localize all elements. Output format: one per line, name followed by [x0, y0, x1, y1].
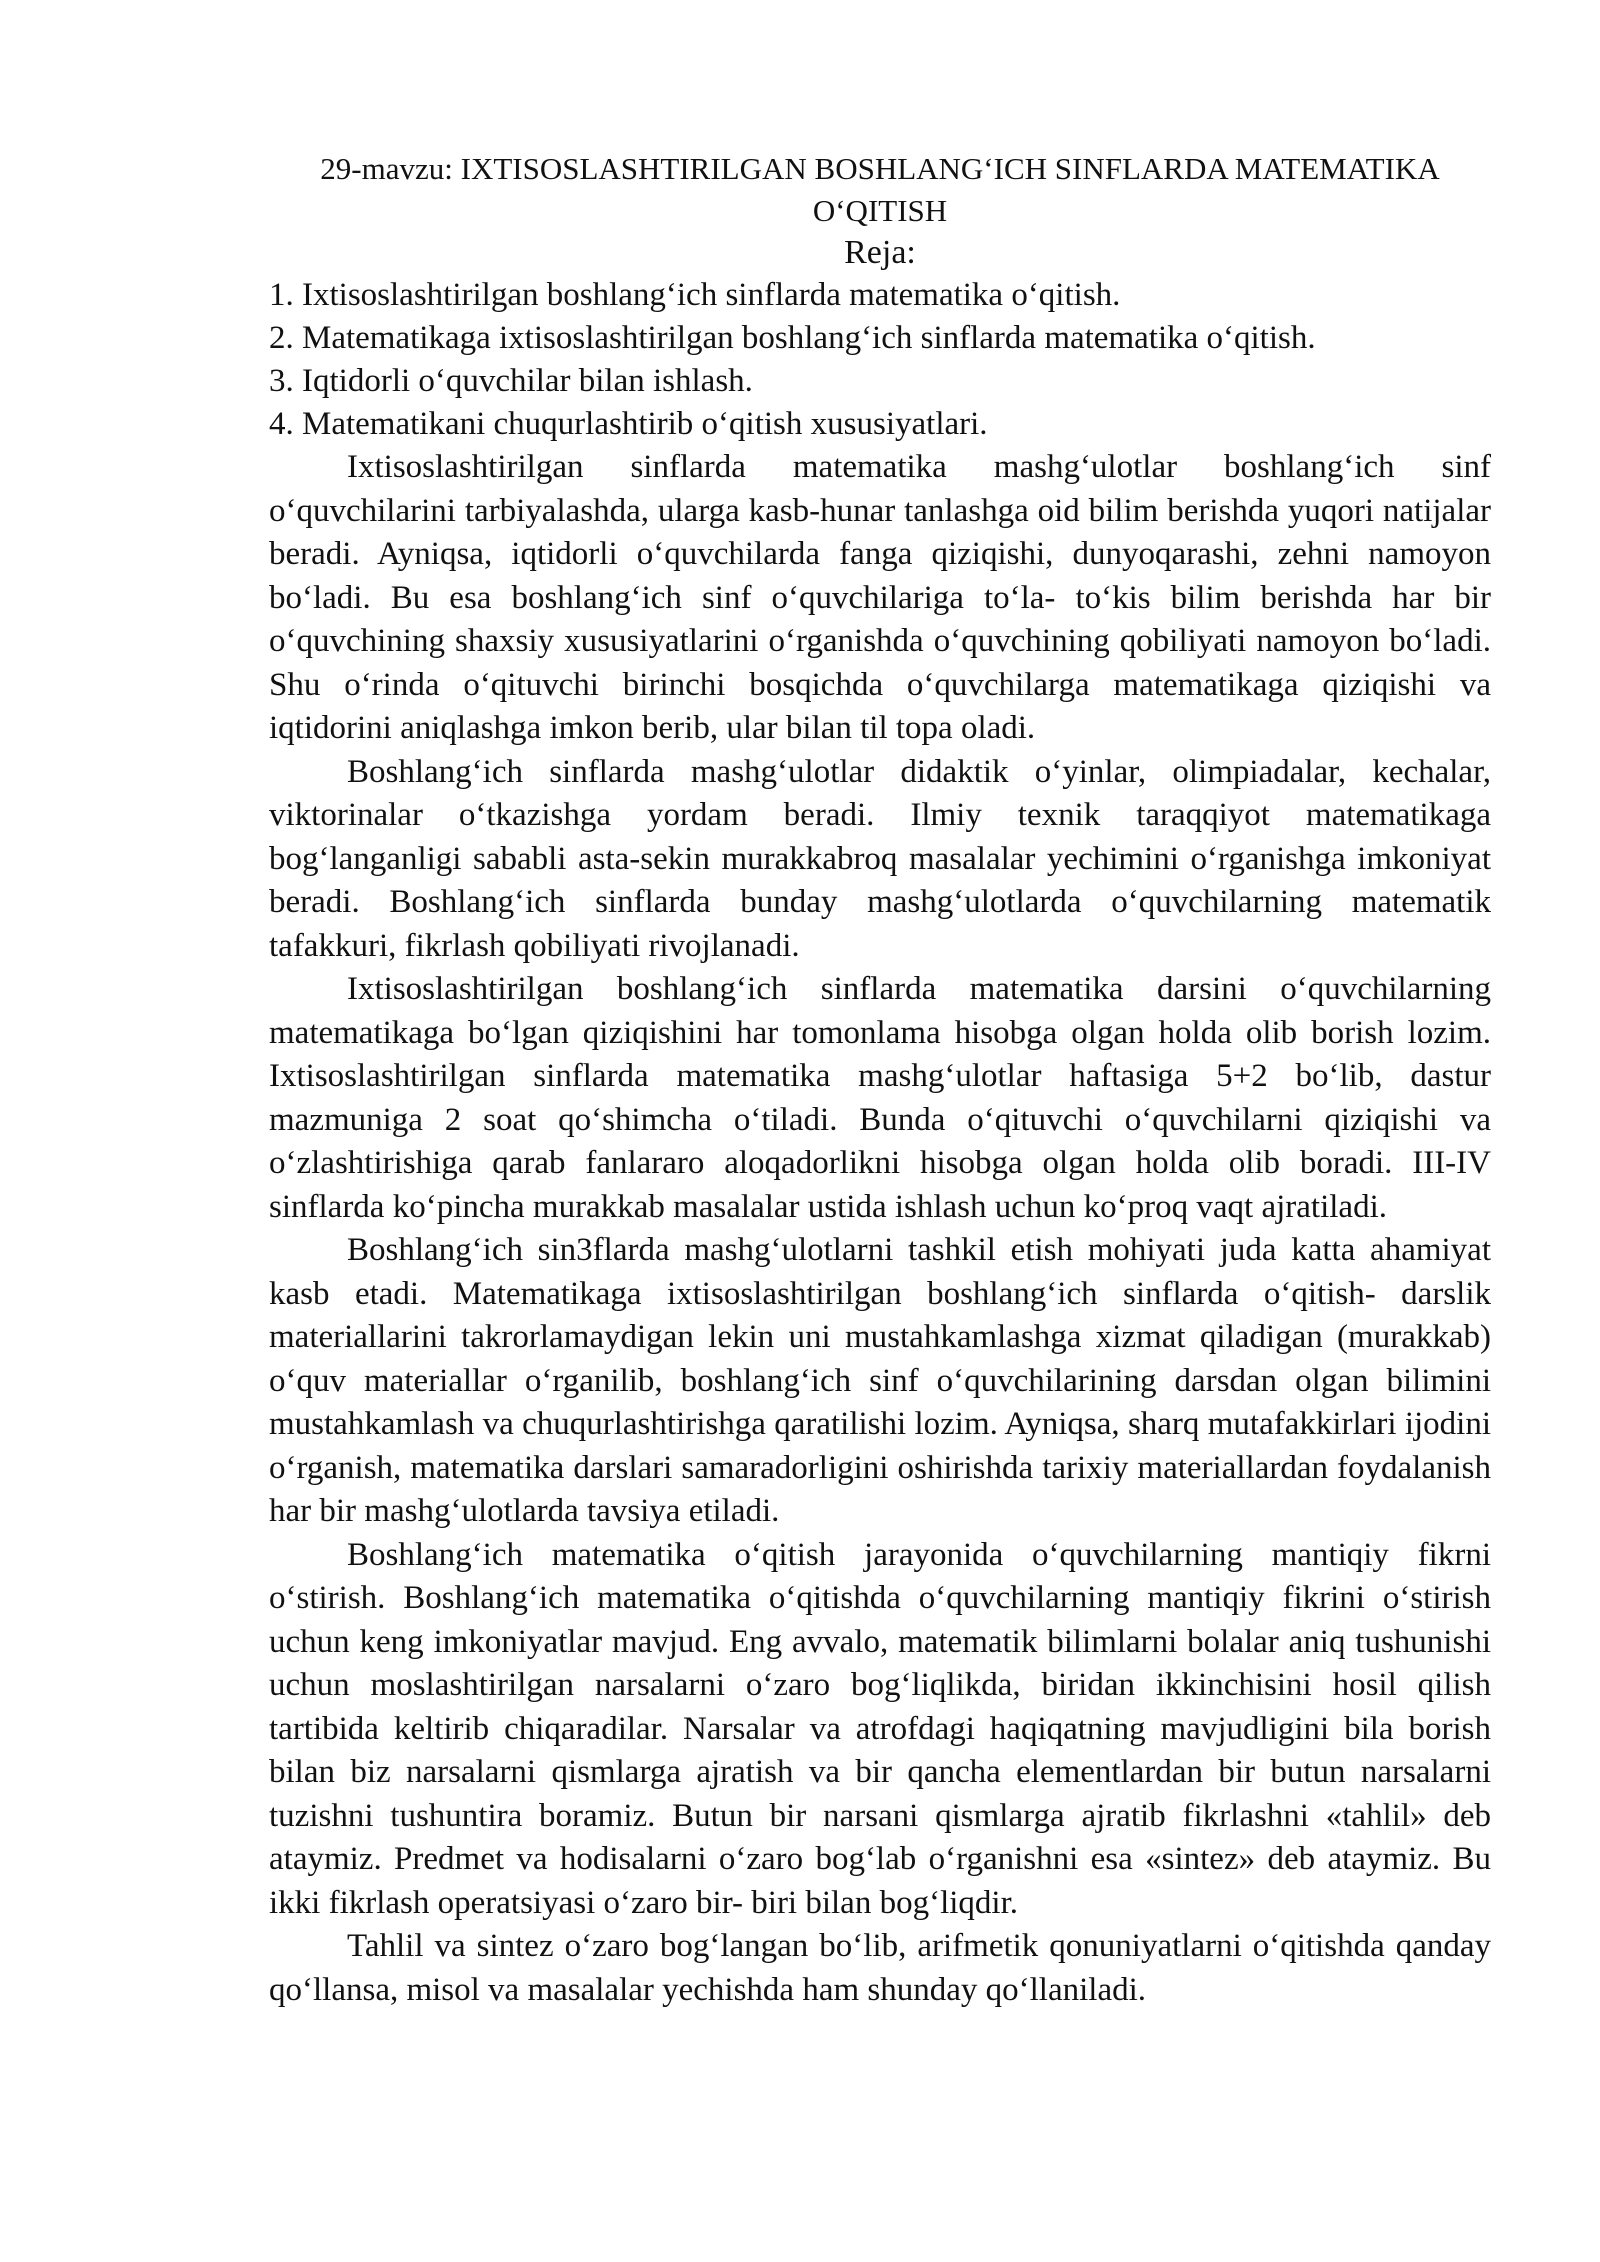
plan-item: 1. Ixtisoslashtirilgan boshlang‘ich sinflarda matematika o‘qitish. — [269, 277, 1121, 313]
body-paragraph: Ixtisoslashtirilgan sinflarda matematika mashg‘ulotlar boshlang‘ich sinf o‘quvchilarini tarbiyalashda, ularga kasb-hunar tanlashga oid bilim berishda yuqori natijalar beradi. Ayniqsa, iqtidorli o‘quvchilarda fanga qiziqishi, dunyoqarashi, zehni namoyon bo‘ladi. Bu esa boshlang‘ich sinf o‘quvchilariga to‘la- to‘kis bilim berishda har bir o‘quvchining shaxsiy xususiyatlarini o‘rganishda o‘quvchining qobiliyati namoyon bo‘ladi. Shu o‘rinda o‘qituvchi birinchi bosqichda o‘quvchilarga matematikaga qiziqishi va iqtidorini aniqlashga imkon berib, ular bilan til topa oladi. — [269, 449, 1491, 746]
body-paragraph: Boshlang‘ich sinflarda mashg‘ulotlar didaktik o‘yinlar, olimpiadalar, kechalar, viktorinalar o‘tkazishga yordam beradi. Ilmiy texnik taraqqiyot matematikaga bog‘langanligi sababli asta-sekin murakkabroq masalalar yechimini o‘rganishga imkoniyat beradi. Boshlang‘ich sinflarda bunday mashg‘ulotlarda o‘quvchilarning matematik tafakkuri, fikrlash qobiliyati rivojlanadi. — [269, 753, 1491, 964]
plan-item: 3. Iqtidorli o‘quvchilar bilan ishlash. — [269, 363, 753, 399]
plan-heading: Reja: — [844, 234, 916, 271]
document-body — [269, 148, 1491, 2012]
plan-item: 2. Matematikaga ixtisoslashtirilgan boshlang‘ich sinflarda matematika o‘qitish. — [269, 320, 1316, 356]
document-title: 29-mavzu: IXTISOSLASHTIRILGAN BOSHLANG‘ICH SINFLARDA MATEMATIKA O‘QITISH — [320, 151, 1440, 228]
plan-item: 4. Matematikani chuqurlashtirib o‘qitish xususiyatlari. — [269, 406, 988, 442]
plan-list — [269, 274, 1491, 446]
body-paragraph: Tahlil va sintez o‘zaro bog‘langan bo‘lib, arifmetik qonuniyatlarni o‘qitishda qanday qo‘llansa, misol va masalalar yechishda ham shunday qo‘llaniladi. — [269, 1928, 1491, 2008]
body-paragraph: Boshlang‘ich sin3flarda mashg‘ulotlarni tashkil etish mohiyati juda katta ahamiyat kasb etadi. Matematikaga ixtisoslashtirilgan boshlang‘ich sinflarda o‘qitish- darslik materiallarini takrorlamaydigan lekin uni mustahkamlashga xizmat qiladigan (murakkab) o‘quv materiallar o‘rganilib, boshlang‘ich sinf o‘quvchilarining darsdan olgan bilimini mustahkamlash va chuqurlashtirishga qaratilishi lozim. Ayniqsa, sharq mutafakkirlari ijodini o‘rganish, matematika darslari samaradorligini oshirishda tarixiy materiallardan foydalanish har bir mashg‘ulotlarda tavsiya etiladi. — [269, 1232, 1491, 1529]
body-paragraph: Boshlang‘ich matematika o‘qitish jarayonida o‘quvchilarning mantiqiy fikrni o‘stirish. Boshlang‘ich matematika o‘qitishda o‘quvchilarning mantiqiy fikrini o‘stirish uchun keng imkoniyatlar mavjud. Eng avvalo, matematik bilimlarni bolalar aniq tushunishi uchun moslashtirilgan narsalarni o‘zaro bog‘liqlikda, biridan ikkinchisini hosil qilish tartibida keltirib chiqaradilar. Narsalar va atrofdagi haqiqatning mavjudligini bila borish bilan biz narsalarni qismlarga ajratish va bir qancha elementlardan bir butun narsalarni tuzishni tushuntira boramiz. Butun bir narsani qismlarga ajratib fikrlashni «tahlil» deb ataymiz. Predmet va hodisalarni o‘zaro bog‘lab o‘rganishni esa «sintez» deb ataymiz. Bu ikki fikrlash operatsiyasi o‘zaro bir- biri bilan bog‘liqdir. — [269, 1536, 1491, 1921]
body-paragraph: Ixtisoslashtirilgan boshlang‘ich sinflarda matematika darsini o‘quvchilarning matematikaga bo‘lgan qiziqishini har tomonlama hisobga olgan holda olib borish lozim. Ixtisoslashtirilgan sinflarda matematika mashg‘ulotlar haftasiga 5+2 bo‘lib, dastur mazmuniga 2 soat qo‘shimcha o‘tiladi. Bunda o‘qituvchi o‘quvchilarni qiziqishi va o‘zlashtirishiga qarab fanlararo aloqadorlikni hisobga olgan holda olib boradi. III-IV sinflarda ko‘pincha murakkab masalalar ustida ishlash uchun ko‘proq vaqt ajratiladi. — [269, 971, 1491, 1225]
